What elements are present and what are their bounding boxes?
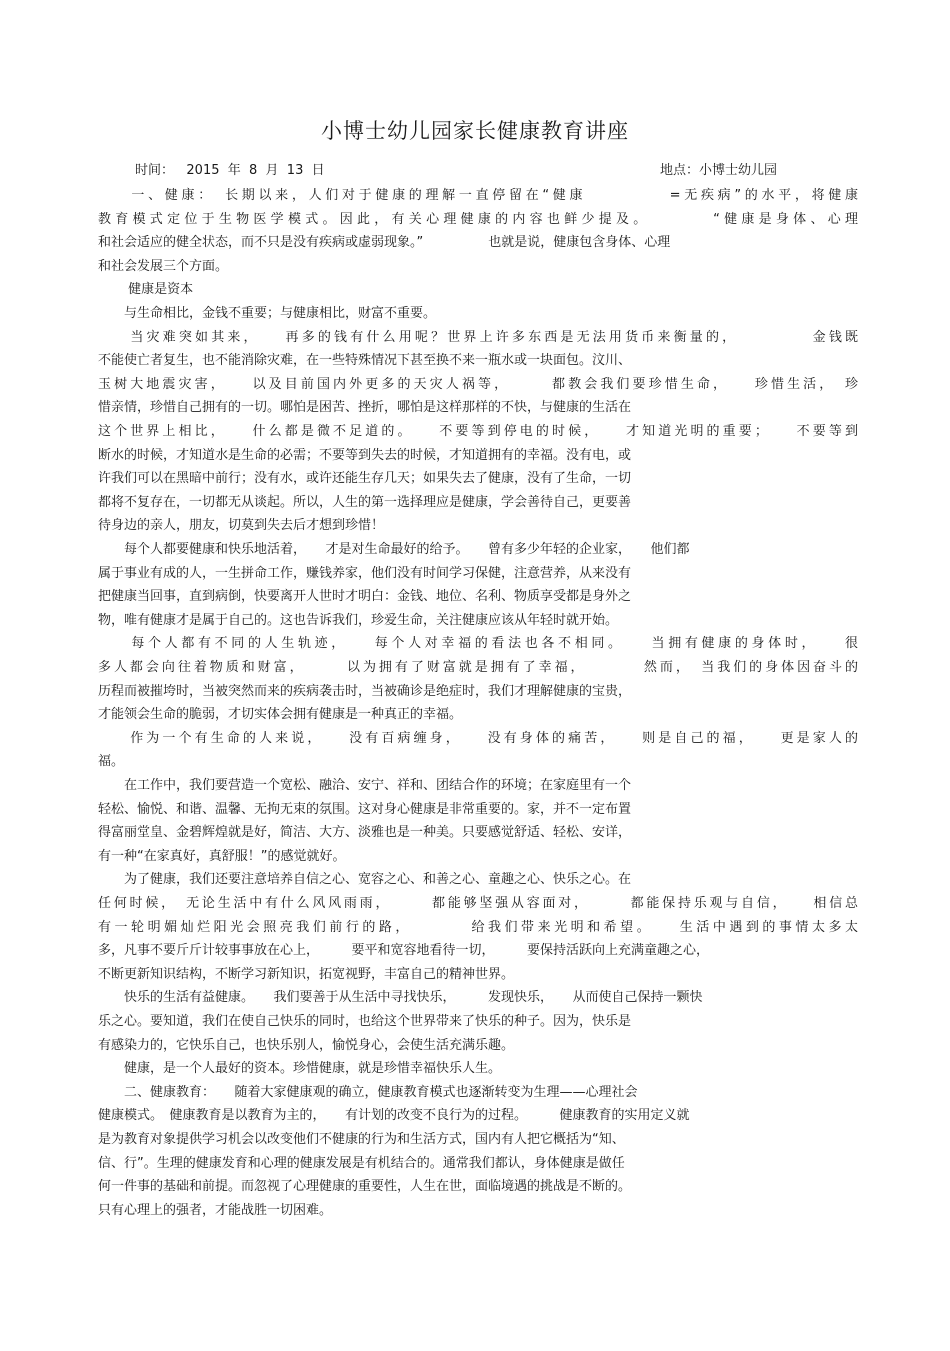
body-line: 二、健康教育： 随着大家健康观的确立，健康教育模式也逐渐转变为生理——心理社会 [98, 1085, 638, 1100]
body-line: 把健康当回事，直到病倒，快要离开人世时才明白：金钱、地位、名利、物质享受都是身外之 [98, 589, 632, 604]
body-line: 健康，是一个人最好的资本。珍惜健康，就是珍惜幸福快乐人生。 [98, 1061, 502, 1076]
body-line: 许我们可以在黑暗中前行；没有水，或许还能生存几天；如果失去了健康，没有了生命，一切 [98, 471, 632, 486]
body-line: 都将不复存在，一切都无从谈起。所以，人生的第一选择理应是健康，学会善待自己，更要善 [98, 495, 632, 510]
body-line: 一、健康： 长期以来，人们对于健康的理解一直停留在“健康 =无疾病”的水平，将健康 [98, 188, 858, 203]
document-title: 小博士幼儿园家长健康教育讲座 [321, 119, 629, 143]
body-line: 信、行”。生理的健康发育和心理的健康发展是有机结合的。通常我们都认，身体健康是做任 [98, 1156, 625, 1171]
body-line: 只有心理上的强者，才能战胜一切困难。 [98, 1203, 333, 1218]
body-line: 不能使亡者复生，也不能消除灾难，在一些特殊情况下甚至换不来一瓶水或一块面包。汶川、 [98, 353, 632, 368]
body-line: 作为一个有生命的人来说， 没有百病缠身， 没有身体的痛苦， 则是自己的福， 更是家人的 [98, 731, 858, 746]
body-line: 何一件事的基础和前提。而忽视了心理健康的重要性，人生在世，面临境遇的挑战是不断的。 [98, 1179, 632, 1194]
body-line: 是为教育对象提供学习机会以改变他们不健康的行为和生活方式，国内有人把它概括为“知、 [98, 1132, 625, 1147]
body-line: 多人都会向往着物质和财富， 以为拥有了财富就是拥有了幸福， 然而， 当我们的身体因奋斗的 [98, 660, 858, 675]
body-line: 和社会发展三个方面。 [98, 259, 229, 274]
body-line: 快乐的生活有益健康。 我们要善于从生活中寻找快乐， 发现快乐， 从而使自己保持一颗快 [98, 990, 703, 1005]
body-line: 为了健康，我们还要注意培养自信之心、宽容之心、和善之心、童趣之心、快乐之心。在 [98, 872, 632, 887]
body-line: 每个人都要健康和快乐地活着， 才是对生命最好的给予。 曾有多少年轻的企业家， 他们都 [98, 542, 690, 557]
lecture-place: 地点：小博士幼儿园 [660, 163, 778, 178]
body-line: 和社会适应的健全状态，而不只是没有疾病或虚弱现象。” 也就是说，健康包含身体、心理 [98, 235, 671, 250]
body-line: 物，唯有健康才是属于自己的。这也告诉我们，珍爱生命，关注健康应该从年轻时就开始。 [98, 613, 619, 628]
body-line: 有一种“在家真好，真舒服！”的感觉就好。 [98, 849, 346, 864]
body-line: 健康是资本 [98, 282, 194, 297]
body-line: 乐之心。要知道，我们在使自己快乐的同时，也给这个世界带来了快乐的种子。因为，快乐是 [98, 1014, 632, 1029]
body-line: 得富丽堂皇、金碧辉煌就是好，简洁、大方、淡雅也是一种美。只要感觉舒适、轻松、安详， [98, 825, 632, 840]
body-line: 玉树大地震灾害， 以及目前国内外更多的天灾人祸等， 都教会我们要珍惜生命， 珍惜生活， 珍 [98, 377, 858, 392]
body-line: 与生命相比，金钱不重要；与健康相比，财富不重要。 [98, 306, 437, 321]
body-line: 断水的时候，才知道水是生命的必需；不要等到失去的时候，才知道拥有的幸福。没有电，或 [98, 448, 632, 463]
lecture-time: 时间： 2015 年 8 月 13 日 [135, 163, 325, 178]
body-line: 每个人都有不同的人生轨迹， 每个人对幸福的看法也各不相同。 当拥有健康的身体时， 很 [98, 636, 858, 651]
body-line: 轻松、愉悦、和谐、温馨、无拘无束的氛围。这对身心健康是非常重要的。家，并不一定布置 [98, 802, 632, 817]
body-line: 不断更新知识结构，不断学习新知识，拓宽视野，丰富自己的精神世界。 [98, 967, 515, 982]
body-line: 教育模式定位于生物医学模式。因此，有关心理健康的内容也鲜少提及。 “健康是身体、心理 [98, 212, 858, 227]
body-line: 福。 [98, 754, 125, 769]
body-line: 有一轮明媚灿烂阳光会照亮我们前行的路， 给我们带来光明和希望。 生活中遇到的事情太多太 [98, 920, 858, 935]
body-line: 当灾难突如其来， 再多的钱有什么用呢？世界上许多东西是无法用货币来衡量的， 金钱既 [98, 330, 858, 345]
body-line: 历程而被摧垮时，当被突然而来的疾病袭击时，当被确诊是绝症时，我们才理解健康的宝贵， [98, 684, 632, 699]
body-line: 多，凡事不要斤斤计较事事放在心上， 要平和宽容地看待一切， 要保持活跃向上充满童趣之心， [98, 943, 710, 958]
body-line: 惜亲情，珍惜自己拥有的一切。哪怕是困苦、挫折，哪怕是这样那样的不快，与健康的生活在 [98, 400, 632, 415]
body-line: 属于事业有成的人，一生拼命工作，赚钱养家，他们没有时间学习保健，注意营养，从来没有 [98, 566, 632, 581]
body-line: 有感染力的，它快乐自己，也快乐别人，愉悦身心，会使生活充满乐趣。 [98, 1038, 515, 1053]
body-line: 才能领会生命的脆弱，才切实体会拥有健康是一种真正的幸福。 [98, 707, 463, 722]
body-line: 健康模式。 健康教育是以教育为主的， 有计划的改变不良行为的过程。 健康教育的实用定义就 [98, 1108, 690, 1123]
body-line: 这个世界上相比， 什么都是微不足道的。 不要等到停电的时候， 才知道光明的重要； 不要等到 [98, 424, 858, 439]
body-line: 在工作中，我们要营造一个宽松、融洽、安宁、祥和、团结合作的环境；在家庭里有一个 [98, 778, 632, 793]
body-line: 待身边的亲人，朋友，切莫到失去后才想到珍惜！ [98, 518, 385, 533]
body-line: 任何时候， 无论生活中有什么风风雨雨， 都能够坚强从容面对， 都能保持乐观与自信， 相信总 [98, 896, 858, 911]
